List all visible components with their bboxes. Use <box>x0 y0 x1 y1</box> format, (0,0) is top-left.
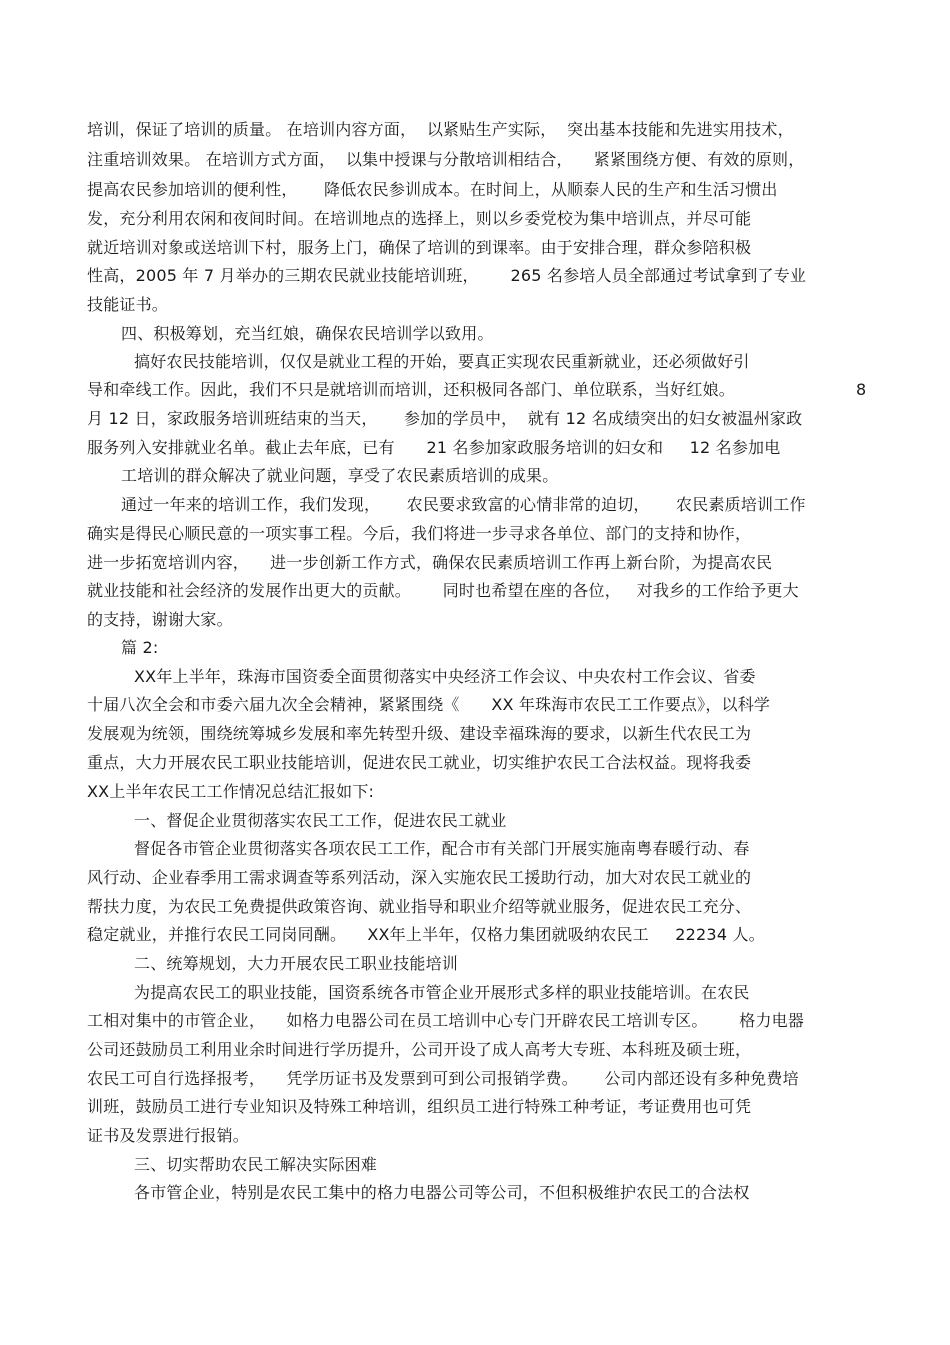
body-text-line: 各市管企业，特别是农民工集中的格力电器公司等公司，不但积极维护农民工的合法权 <box>134 1183 750 1202</box>
section-heading: 三、切实帮助农民工解决实际困难 <box>134 1155 378 1174</box>
body-text-line: 确实是得民心顺民意的一项实事工程。今后，我们将进一步寻求各单位、部门的支持和协作， <box>87 524 752 543</box>
body-text-line: 工培训的群众解决了就业问题，享受了农民素质培训的成果。 <box>121 466 559 485</box>
body-text-fragment: 8 <box>856 380 867 399</box>
section-heading: 二、统筹规划，大力开展农民工职业技能培训 <box>134 954 459 973</box>
body-text-line: 注重培训效果。 在培训方式方面， 以集中授课与分散培训相结合， 紧紧围绕方便、有效的原则， <box>87 150 805 169</box>
body-text-line: 通过一年来的培训工作，我们发现， 农民要求致富的心情非常的迫切， 农民素质培训工作 <box>121 495 806 514</box>
body-text-line: 搞好农民技能培训，仅仅是就业工程的开始，要真正实现农民重新就业，还必须做好引 <box>134 352 750 371</box>
body-text-line: 稳定就业，并推行农民工同岗同酬。 XX年上半年，仅格力集团就吸纳农民工 22234 人。 <box>87 925 765 944</box>
body-text-line: 发展观为统领，围绕统筹城乡发展和率先转型升级、建设幸福珠海的要求，以新生代农民工为 <box>87 724 752 743</box>
body-text-line: 发，充分利用农闲和夜间时间。在培训地点的选择上，则以乡委党校为集中培训点，并尽可能 <box>87 209 752 228</box>
body-text-line: 为提高农民工的职业技能，国资系统各市管企业开展形式多样的职业技能培训。在农民 <box>134 983 750 1002</box>
body-text-line: 工相对集中的市管企业， 如格力电器公司在员工培训中心专门开辟农民工培训专区。 格力电器 <box>87 1011 805 1030</box>
body-text-line: 的支持，谢谢大家。 <box>87 610 233 629</box>
body-text-line: 重点，大力开展农民工职业技能培训，促进农民工就业，切实维护农民工合法权益。现将我委 <box>87 753 752 772</box>
body-text-line: 技能证书。 <box>87 295 169 314</box>
body-text-line: 农民工可自行选择报考， 凭学历证书及发票到可到公司报销学费。 公司内部还设有多种免费培 <box>87 1069 799 1088</box>
body-text-line: 训班，鼓励员工进行专业知识及特殊工种培训，组织员工进行特殊工种考证，考证费用也可凭 <box>87 1097 752 1116</box>
body-text-line: 十届八次全会和市委六届九次全会精神，紧紧围绕《 XX 年珠海市农民工工作要点》，以科学 <box>87 695 771 714</box>
body-text-line: 性高，2005 年 7 月举办的三期农民就业技能培训班， 265 名参培人员全部通过考试拿到了专业 <box>87 266 807 285</box>
body-text-line: XX上半年农民工工作情况总结汇报如下: <box>87 782 375 801</box>
body-text-line: 证书及发票进行报销。 <box>87 1126 250 1145</box>
body-text-line: 就业技能和社会经济的发展作出更大的贡献。 同时也希望在座的各位， 对我乡的工作给予更大 <box>87 581 799 600</box>
section-heading: 篇 2: <box>121 638 159 657</box>
body-text-line: XX年上半年，珠海市国资委全面贯彻落实中央经济工作会议、中央农村工作会议、省委 <box>134 667 756 686</box>
body-text-line: 提高农民参加培训的便利性， 降低农民参训成本。在时间上，从顺泰人民的生产和生活习惯出 <box>87 180 778 199</box>
body-text-line: 就近培训对象或送培训下村，服务上门，确保了培训的到课率。由于安排合理，群众参陪积极 <box>87 238 752 257</box>
body-text-line: 服务列入安排就业名单。截止去年底，已有 21 名参加家政服务培训的妇女和 12 名参加电 <box>87 438 781 457</box>
body-text-line: 督促各市管企业贯彻落实各项农民工工作，配合市有关部门开展实施南粤春暖行动、春 <box>134 839 750 858</box>
section-heading: 四、积极筹划，充当红娘，确保农民培训学以致用。 <box>121 324 494 343</box>
body-text-line: 培训，保证了培训的质量。 在培训内容方面， 以紧贴生产实际， 突出基本技能和先进实用技术， <box>87 120 794 139</box>
body-text-line: 帮扶力度，为农民工免费提供政策咨询、就业指导和职业介绍等就业服务，促进农民工充分、 <box>87 897 752 916</box>
body-text-line: 导和牵线工作。因此，我们不只是就培训而培训，还积极同各部门、单位联系，当好红娘。 <box>87 380 736 399</box>
body-text-line: 风行动、企业春季用工需求调查等系列活动，深入实施农民工援助行动，加大对农民工就业的 <box>87 868 752 887</box>
body-text-line: 进一步拓宽培训内容， 进一步创新工作方式，确保农民素质培训工作再上新台阶，为提高农民 <box>87 553 773 572</box>
body-text-line: 公司还鼓励员工利用业余时间进行学历提升，公司开设了成人高考大专班、本科班及硕士班， <box>87 1040 752 1059</box>
section-heading: 一、督促企业贯彻落实农民工工作，促进农民工就业 <box>134 811 507 830</box>
body-text-line: 月 12 日，家政服务培训班结束的当天， 参加的学员中， 就有 12 名成绩突出的妇女被温州家政 <box>87 409 803 428</box>
